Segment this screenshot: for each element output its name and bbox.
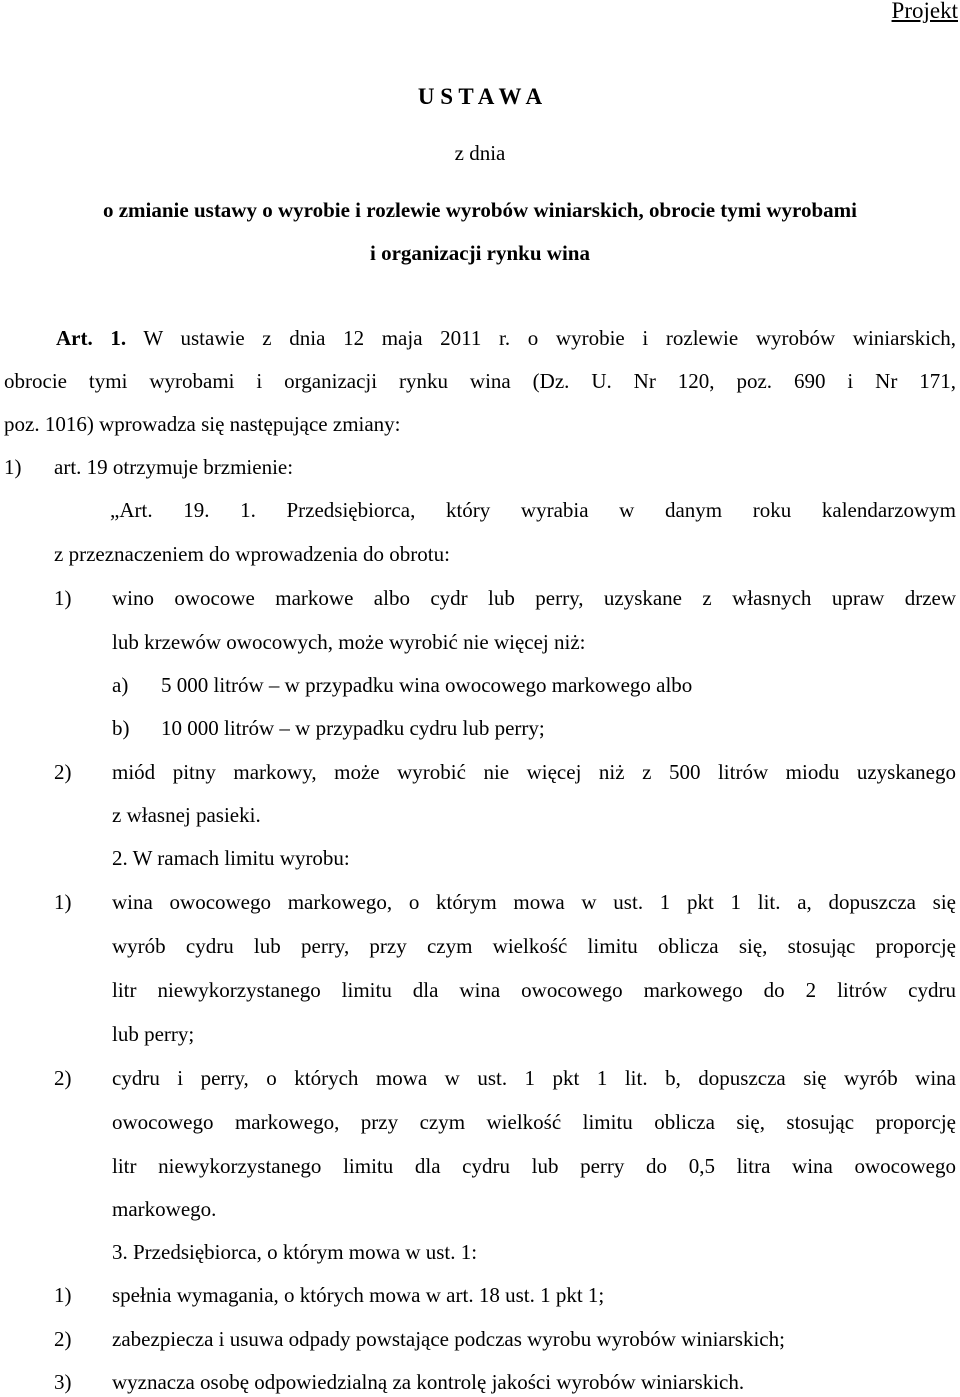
title-subject-line-2: i organizacji rynku wina [370, 241, 590, 265]
ust1-subitem-a-letter: a) [112, 673, 129, 697]
ust2-item1-line-1: wina owocowego markowego, o którym mowa w ust. 1 pkt 1 lit. a, dopuszcza się [112, 890, 956, 914]
title-subject-line-1: o zmianie ustawy o wyrobie i rozlewie wyrobów winiarskich, obrocie tymi wyrobami [102, 198, 857, 222]
art19-ust1-line-1: „Art. 19. 1. Przedsiębiorca, który wyrabia w danym roku kalendarzowym [110, 498, 956, 522]
ust3-item1-text: spełnia wymagania, o których mowa w art. 18 ust. 1 pkt 1; [112, 1283, 605, 1307]
ust1-item2-line-2: z własnej pasieki. [112, 803, 261, 827]
art1-point1-num: 1) [4, 455, 22, 479]
ust3-item3-num: 3) [54, 1370, 72, 1394]
ust3-heading: 3. Przedsiębiorca, o którym mowa w ust. 1: [112, 1240, 478, 1264]
ust1-item1-num: 1) [54, 586, 72, 610]
ust2-item2-line-1: cydru i perry, o których mowa w ust. 1 pkt 1 lit. b, dopuszcza się wyrób wina [112, 1066, 956, 1090]
ust2-item1-line-2: wyrób cydru lub perry, przy czym wielkość limitu oblicza się, stosując proporcję [112, 934, 956, 958]
ust1-item2-num: 2) [54, 760, 72, 784]
art1-line-3: poz. 1016) wprowadza się następujące zmiany: [4, 412, 401, 436]
ust2-item1-line-4: lub perry; [112, 1022, 195, 1046]
art1-label: Art. 1. [56, 326, 127, 350]
ust2-item2-line-2: owocowego markowego, przy czym wielkość limitu oblicza się, stosując proporcję [112, 1110, 956, 1134]
ust2-item2-num: 2) [54, 1066, 72, 1090]
ust2-item1-num: 1) [54, 890, 72, 914]
ust1-subitem-a-text: 5 000 litrów – w przypadku wina owocowego markowego albo [161, 673, 693, 697]
art1-text-line-1: W ustawie z dnia 12 maja 2011 r. o wyrobie i rozlewie wyrobów winiarskich, [143, 326, 957, 350]
ust1-item1-line-2: lub krzewów owocowych, może wyrobić nie więcej niż: [112, 630, 586, 654]
ust2-heading: 2. W ramach limitu wyrobu: [112, 846, 350, 870]
ust3-item2-num: 2) [54, 1327, 72, 1351]
document-title: U S T A W A [417, 84, 543, 109]
ust3-item1-num: 1) [54, 1283, 72, 1307]
ust3-item2-text: zabezpiecza i usuwa odpady powstające podczas wyrobu wyrobów winiarskich; [112, 1327, 785, 1351]
ust3-item3-text: wyznacza osobę odpowiedzialną za kontrolę jakości wyrobów winiarskich. [112, 1370, 745, 1394]
ust1-subitem-b-text: 10 000 litrów – w przypadku cydru lub perry; [161, 716, 545, 740]
art19-ust1-line-2: z przeznaczeniem do wprowadzenia do obrotu: [54, 542, 450, 566]
date-line: z dnia [454, 141, 506, 165]
ust2-item2-line-4: markowego. [112, 1197, 217, 1221]
projekt-label: Projekt [891, 0, 958, 23]
art1-line-1 [56, 326, 956, 351]
ust1-subitem-b-letter: b) [112, 716, 130, 740]
ust2-item2-line-3: litr niewykorzystanego limitu dla cydru lub perry do 0,5 litra wina owocowego [112, 1154, 956, 1178]
ust2-item1-line-3: litr niewykorzystanego limitu dla wina owocowego markowego do 2 litrów cydru [112, 978, 956, 1002]
ust1-item1-line-1: wino owocowe markowe albo cydr lub perry, uzyskane z własnych upraw drzew [112, 586, 956, 610]
art1-line-2: obrocie tymi wyrobami i organizacji rynku wina (Dz. U. Nr 120, poz. 690 i Nr 171, [4, 369, 956, 393]
ust1-item2-line-1: miód pitny markowy, może wyrobić nie więcej niż z 500 litrów miodu uzyskanego [112, 760, 956, 784]
art1-point1-text: art. 19 otrzymuje brzmienie: [54, 455, 294, 479]
